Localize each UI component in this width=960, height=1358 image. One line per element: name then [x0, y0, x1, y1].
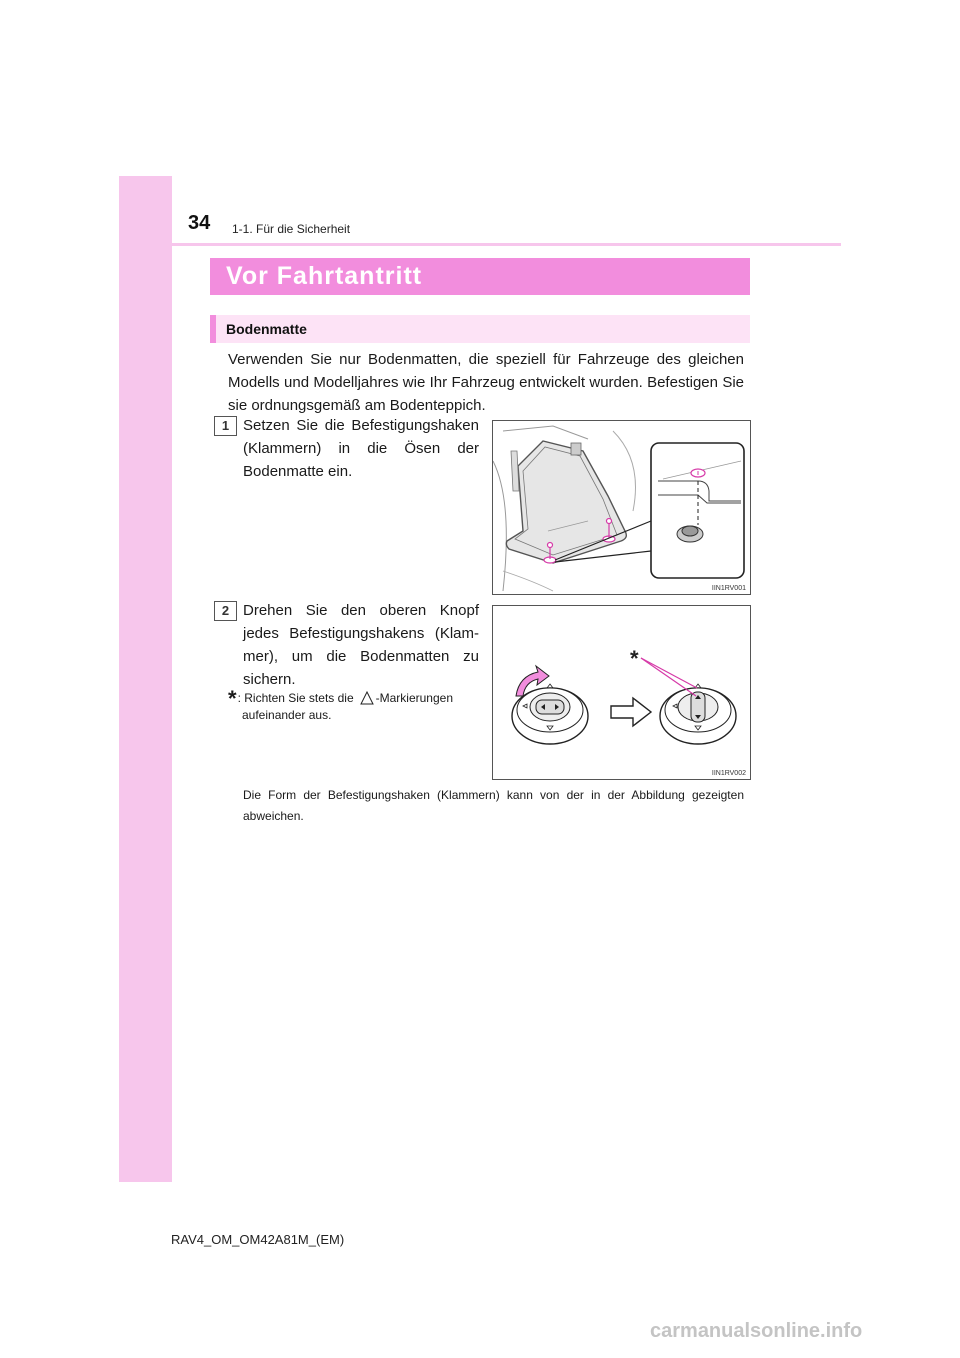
step-2-badge: 2 — [214, 601, 237, 621]
remark-paragraph: Die Form der Befestigungshaken (Klammern) kann von der in der Abbildung gezeigten abweichen. — [243, 788, 744, 823]
note-text-line2: aufeinander aus. — [242, 708, 332, 722]
figure-2-hook-rotation — [492, 605, 751, 780]
subsection-accent — [210, 315, 216, 343]
note-asterisk: * — [228, 686, 237, 711]
section-title-bar — [210, 258, 750, 295]
note-text-after: -Markierungen — [375, 691, 453, 705]
watermark: carmanualsonline.info — [650, 1320, 863, 1342]
step-2-text: Drehen Sie den oberen Knopf jedes Befestigungshakens (Klam-mer), um die Bodenmatten zu sichern. — [243, 602, 479, 688]
subsection-title: Bodenmatte — [226, 321, 307, 337]
hook-rotation-illustration — [493, 606, 750, 779]
step-1-badge: 1 — [214, 416, 237, 436]
header-rule — [119, 243, 841, 246]
floor-mat-illustration — [493, 421, 750, 594]
alignment-note — [228, 686, 480, 723]
figure-2-callout-star: * — [630, 646, 639, 671]
figure-2-code: IIN1RV002 — [711, 770, 746, 777]
note-text-before: : Richten Sie stets die — [237, 691, 354, 705]
figure-1-code: IIN1RV001 — [711, 585, 746, 592]
page-number: 34 — [188, 212, 211, 234]
footer-doc-code: RAV4_OM_OM42A81M_(EM) — [171, 1232, 345, 1247]
figure-1-floor-mat-hooks — [492, 420, 751, 595]
subsection-bar — [210, 315, 750, 343]
triangle-mark-icon — [360, 691, 374, 705]
step-1-text: Setzen Sie die Befestigungshaken (Klammern) in die Ösen der Bodenmatte ein. — [243, 417, 479, 480]
section-title: Vor Fahrtantritt — [226, 262, 423, 290]
running-header: 1-1. Für die Sicherheit — [232, 222, 351, 236]
intro-paragraph: Verwenden Sie nur Bodenmatten, die speziell für Fahrzeuge des gleichen Modells und Modelljahres wie Ihr Fahrzeug entwickelt wurden. Befestigen Sie sie ordnungsgemäß am Bodenteppich. — [228, 351, 744, 414]
side-color-strip — [119, 176, 172, 1182]
